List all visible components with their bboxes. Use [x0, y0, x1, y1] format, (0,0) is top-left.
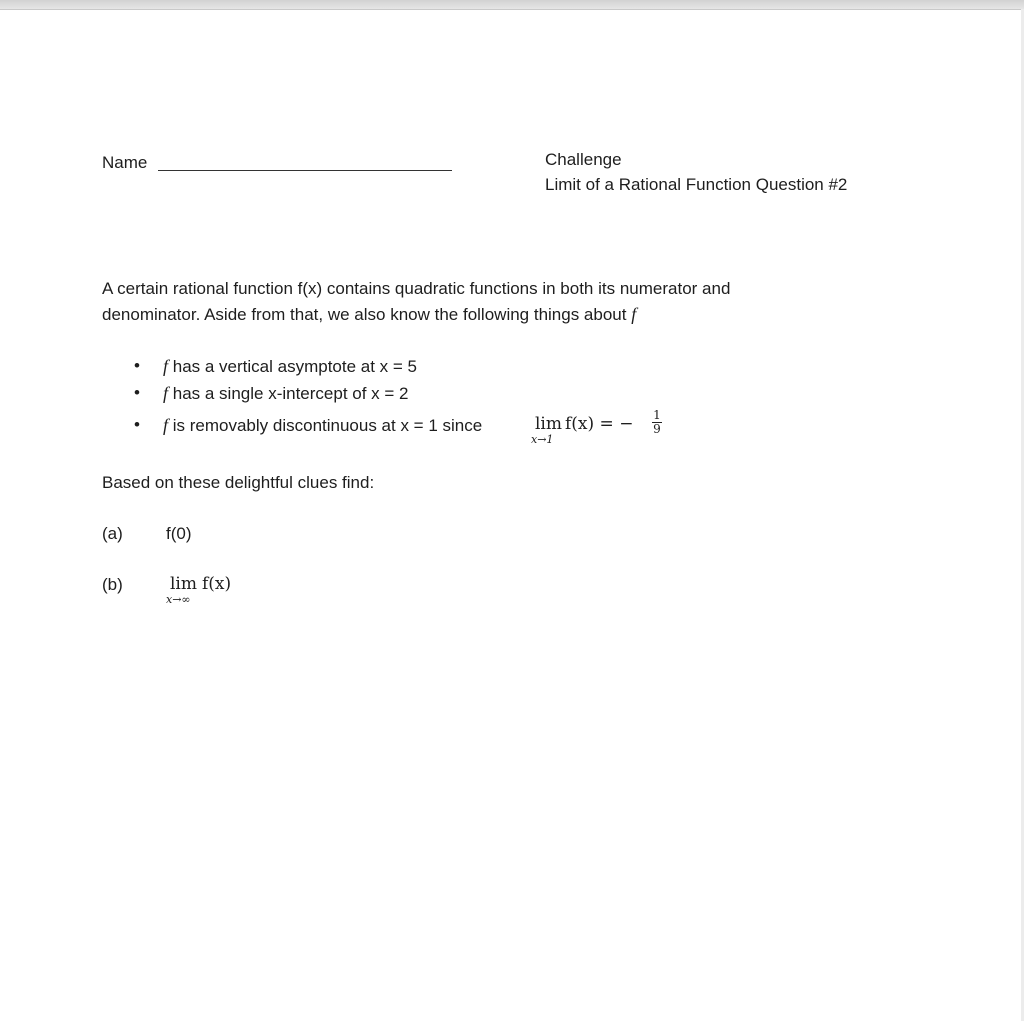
name-blank-line — [158, 170, 452, 171]
prompt-text: Based on these delightful clues find: — [102, 473, 375, 492]
clue-text: has a single x-intercept of x = 2 — [168, 384, 409, 403]
intro-line-1: A certain rational function f(x) contains quadratic functions in both its numerator and — [102, 279, 731, 298]
limit-subscript: x→∞ — [166, 593, 191, 606]
fraction-numerator: 1 — [653, 408, 661, 422]
clue-text: has a vertical asymptote at x = 5 — [168, 357, 417, 376]
question-subtitle: Limit of a Rational Function Question #2 — [545, 175, 848, 194]
clue-item — [163, 383, 409, 404]
intro-line-2-text: denominator. Aside from that, we also know the following things about — [102, 305, 632, 324]
name-label: Name — [102, 153, 148, 172]
limit-expression: f(x) — [202, 574, 232, 594]
clue-item — [163, 356, 417, 377]
clue-text: is removably discontinuous at x = 1 since — [168, 416, 483, 435]
clue-variable: f — [163, 415, 169, 435]
clue-item — [163, 415, 482, 436]
limit-expression: f(x) = − — [565, 414, 634, 434]
limit-subscript: x→1 — [531, 433, 554, 446]
document-page — [0, 10, 1021, 1021]
fraction-denominator: 9 — [653, 422, 661, 436]
intro-line-2 — [102, 304, 636, 325]
bullet-icon: • — [134, 356, 140, 375]
limit-operator: lim — [170, 574, 197, 594]
part-label: (b) — [102, 575, 123, 594]
limit-operator: lim — [535, 414, 562, 434]
part-content: f(0) — [166, 524, 192, 543]
clue-variable: f — [163, 356, 169, 376]
part-label: (a) — [102, 524, 123, 543]
clue-variable: f — [163, 383, 169, 403]
bullet-icon: • — [134, 415, 140, 434]
intro-function-variable: f — [631, 304, 637, 324]
challenge-label: Challenge — [545, 150, 622, 169]
bullet-icon: • — [134, 383, 140, 402]
window-top-strip — [0, 0, 1024, 10]
fraction — [651, 409, 663, 436]
